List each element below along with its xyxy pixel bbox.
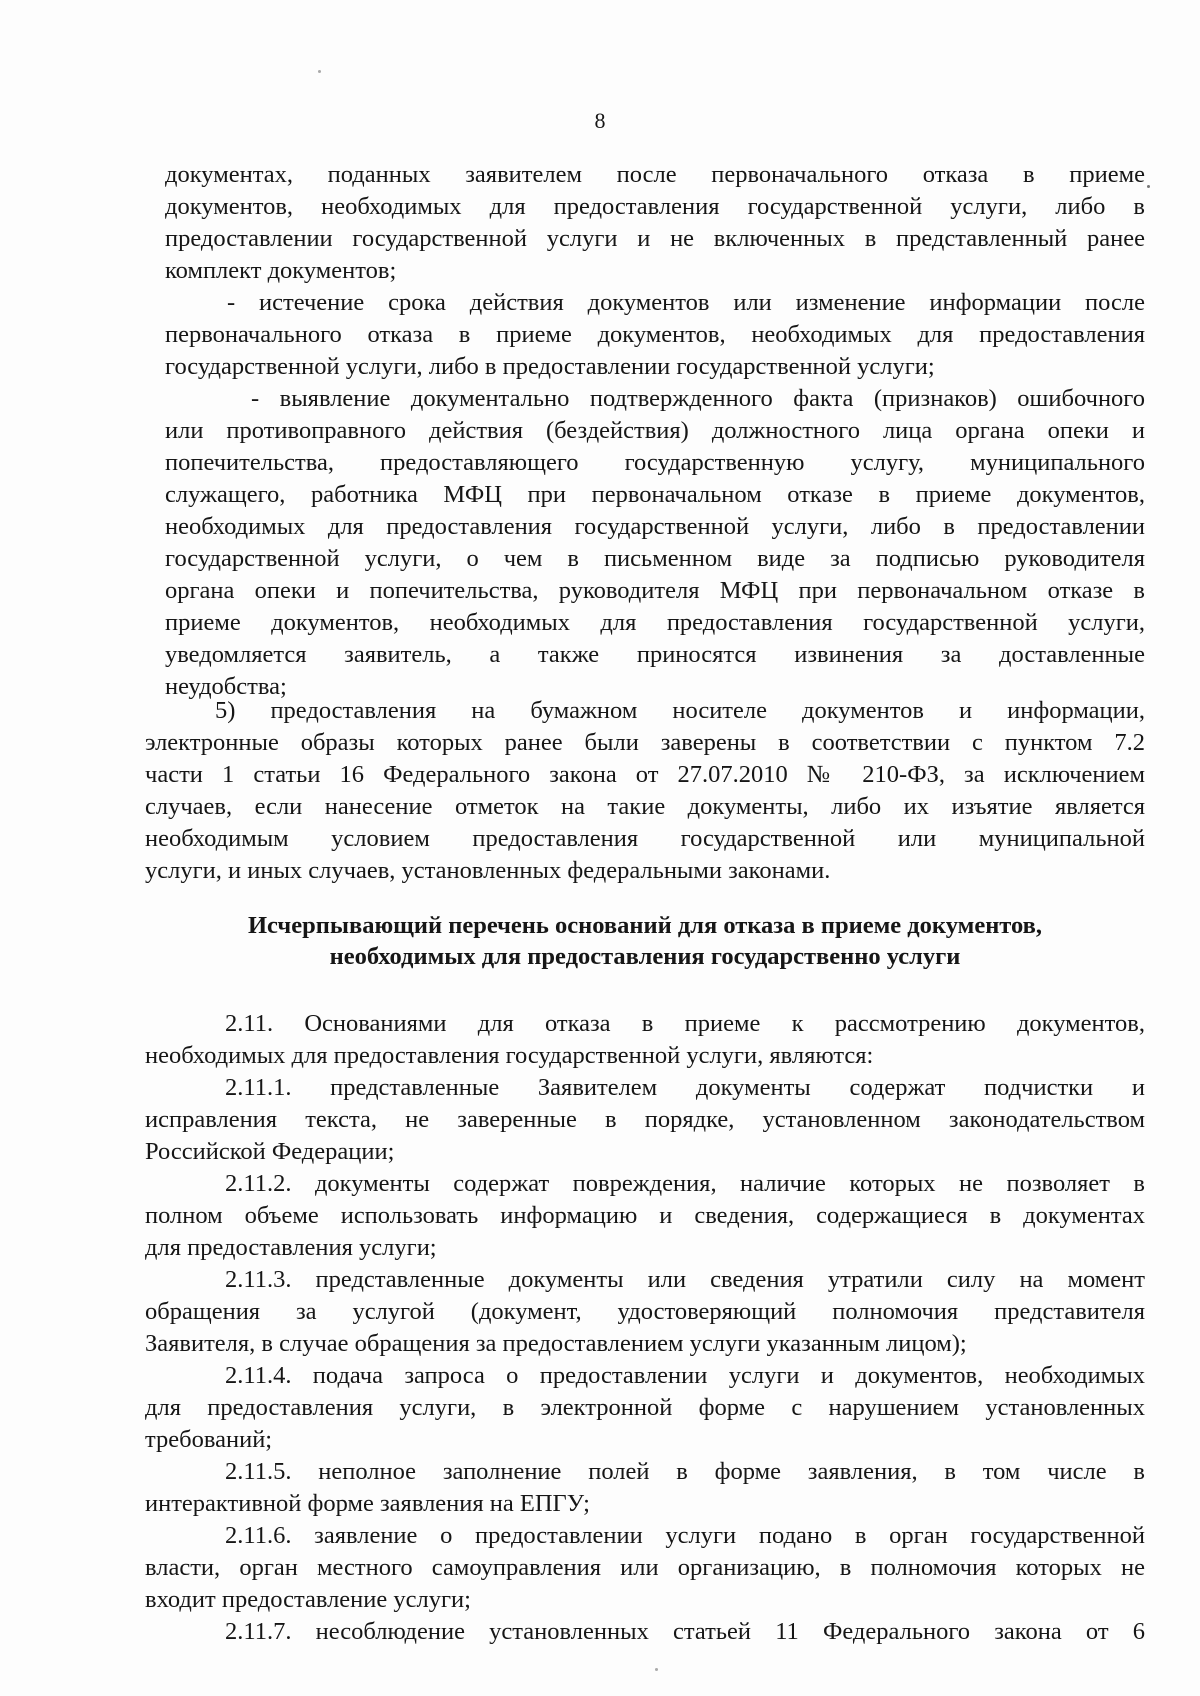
paragraph-2-11-2 (145, 1168, 1145, 1264)
text-line: 2.11. Основаниями для отказа в приеме к рассмотрению документов, (225, 1010, 1145, 1037)
text-line: электронные образы которых ранее были заверены в соответствии с пунктом 7.2 (145, 729, 1145, 756)
text-line: документов, необходимых для предоставления государственной услуги, либо в (165, 193, 1145, 220)
text-line: 2.11.6. заявление о предоставлении услуги подано в орган государственной (225, 1522, 1145, 1549)
text-line: или противоправного действия (бездействия) должностного лица органа опеки и (165, 417, 1145, 444)
text-line: интерактивной форме заявления на ЕПГУ; (145, 1490, 590, 1517)
text-line: приеме документов, необходимых для предоставления государственной услуги, (165, 609, 1145, 636)
text-line: комплект документов; (165, 257, 397, 284)
text-line: исправления текста, не заверенные в порядке, установленном законодательством (145, 1106, 1145, 1133)
text-line: необходимых для предоставления государственной услуги, являются: (145, 1042, 874, 1069)
text-line: необходимых для предоставления государственной услуги, либо в предоставлении (165, 513, 1145, 540)
section-heading (145, 910, 1145, 972)
paragraph-2-11-6 (145, 1520, 1145, 1616)
text-line: - выявление документально подтвержденного факта (признаков) ошибочного (251, 385, 1145, 412)
text-line: входит предоставление услуги; (145, 1586, 471, 1613)
paragraph-2-11-7 (145, 1616, 1145, 1648)
text-line: служащего, работника МФЦ при первоначальном отказе в приеме документов, (165, 481, 1145, 508)
text-line: необходимым условием предоставления государственной или муниципальной (145, 825, 1145, 852)
continuation-paragraph (165, 159, 1145, 287)
bullet-official-error (165, 383, 1145, 703)
text-line: 2.11.3. представленные документы или сведения утратили силу на момент (225, 1266, 1145, 1293)
text-line: обращения за услугой (документ, удостоверяющий полномочия представителя (145, 1298, 1145, 1325)
text-line: Российской Федерации; (145, 1138, 395, 1165)
scan-speck (1147, 185, 1150, 188)
text-line: первоначального отказа в приеме документов, необходимых для предоставления (165, 321, 1145, 348)
paragraph-2-11-1 (145, 1072, 1145, 1168)
text-line: части 1 статьи 16 Федерального закона от 27.07.2010 № 210-ФЗ, за исключением (145, 761, 1145, 788)
text-line: для предоставления услуги, в электронной форме с нарушением установленных (145, 1394, 1145, 1421)
scan-speck (655, 1668, 658, 1671)
text-line: государственной услуги, либо в предоставлении государственной услуги; (165, 353, 935, 380)
paragraph-2-11 (145, 1008, 1145, 1072)
text-line: предоставлении государственной услуги и не включенных в представленный ранее (165, 225, 1145, 252)
text-line: органа опеки и попечительства, руководителя МФЦ при первоначальном отказе в (165, 577, 1145, 604)
item-5-paragraph (145, 695, 1145, 887)
text-line: власти, орган местного самоуправления или организацию, в полномочия которых не (145, 1554, 1145, 1581)
paragraph-2-11-3 (145, 1264, 1145, 1360)
text-line: случаев, если нанесение отметок на такие документы, либо их изъятие является (145, 793, 1145, 820)
text-line: Заявителя, в случае обращения за предоставлением услуги указанным лицом); (145, 1330, 967, 1357)
bullet-document-expiry (165, 287, 1145, 383)
text-line: неудобства; (165, 673, 287, 700)
scan-speck (318, 70, 321, 73)
paragraph-2-11-5 (145, 1456, 1145, 1520)
text-line: полном объеме использовать информацию и сведения, содержащиеся в документах (145, 1202, 1145, 1229)
page-number: 8 (594, 108, 606, 133)
text-line: для предоставления услуги; (145, 1234, 437, 1261)
text-line: 2.11.7. несоблюдение установленных статьей 11 Федерального закона от 6 (225, 1618, 1145, 1645)
text-line: 5) предоставления на бумажном носителе документов и информации, (215, 697, 1145, 724)
text-line: 2.11.1. представленные Заявителем документы содержат подчистки и (225, 1074, 1145, 1101)
text-line: попечительства, предоставляющего государственную услугу, муниципального (165, 449, 1145, 476)
text-line: - истечение срока действия документов или изменение информации после (227, 289, 1145, 316)
text-line: 2.11.5. неполное заполнение полей в форме заявления, в том числе в (225, 1458, 1145, 1485)
text-line: требований; (145, 1426, 273, 1453)
heading-line: необходимых для предоставления государственно услуги (329, 943, 961, 970)
text-line: услуги, и иных случаев, установленных федеральными законами. (145, 857, 831, 884)
text-line: 2.11.4. подача запроса о предоставлении услуги и документов, необходимых (225, 1362, 1145, 1389)
text-line: уведомляется заявитель, а также приносятся извинения за доставленные (165, 641, 1145, 668)
section-2-11 (145, 1008, 1145, 1648)
heading-line: Исчерпывающий перечень оснований для отказа в приеме документов, (247, 912, 1043, 939)
text-line: государственной услуги, о чем в письменном виде за подписью руководителя (165, 545, 1145, 572)
text-line: 2.11.2. документы содержат повреждения, наличие которых не позволяет в (225, 1170, 1145, 1197)
text-line: документах, поданных заявителем после первоначального отказа в приеме (165, 161, 1145, 188)
continuation-block (165, 159, 1145, 703)
paragraph-2-11-4 (145, 1360, 1145, 1456)
